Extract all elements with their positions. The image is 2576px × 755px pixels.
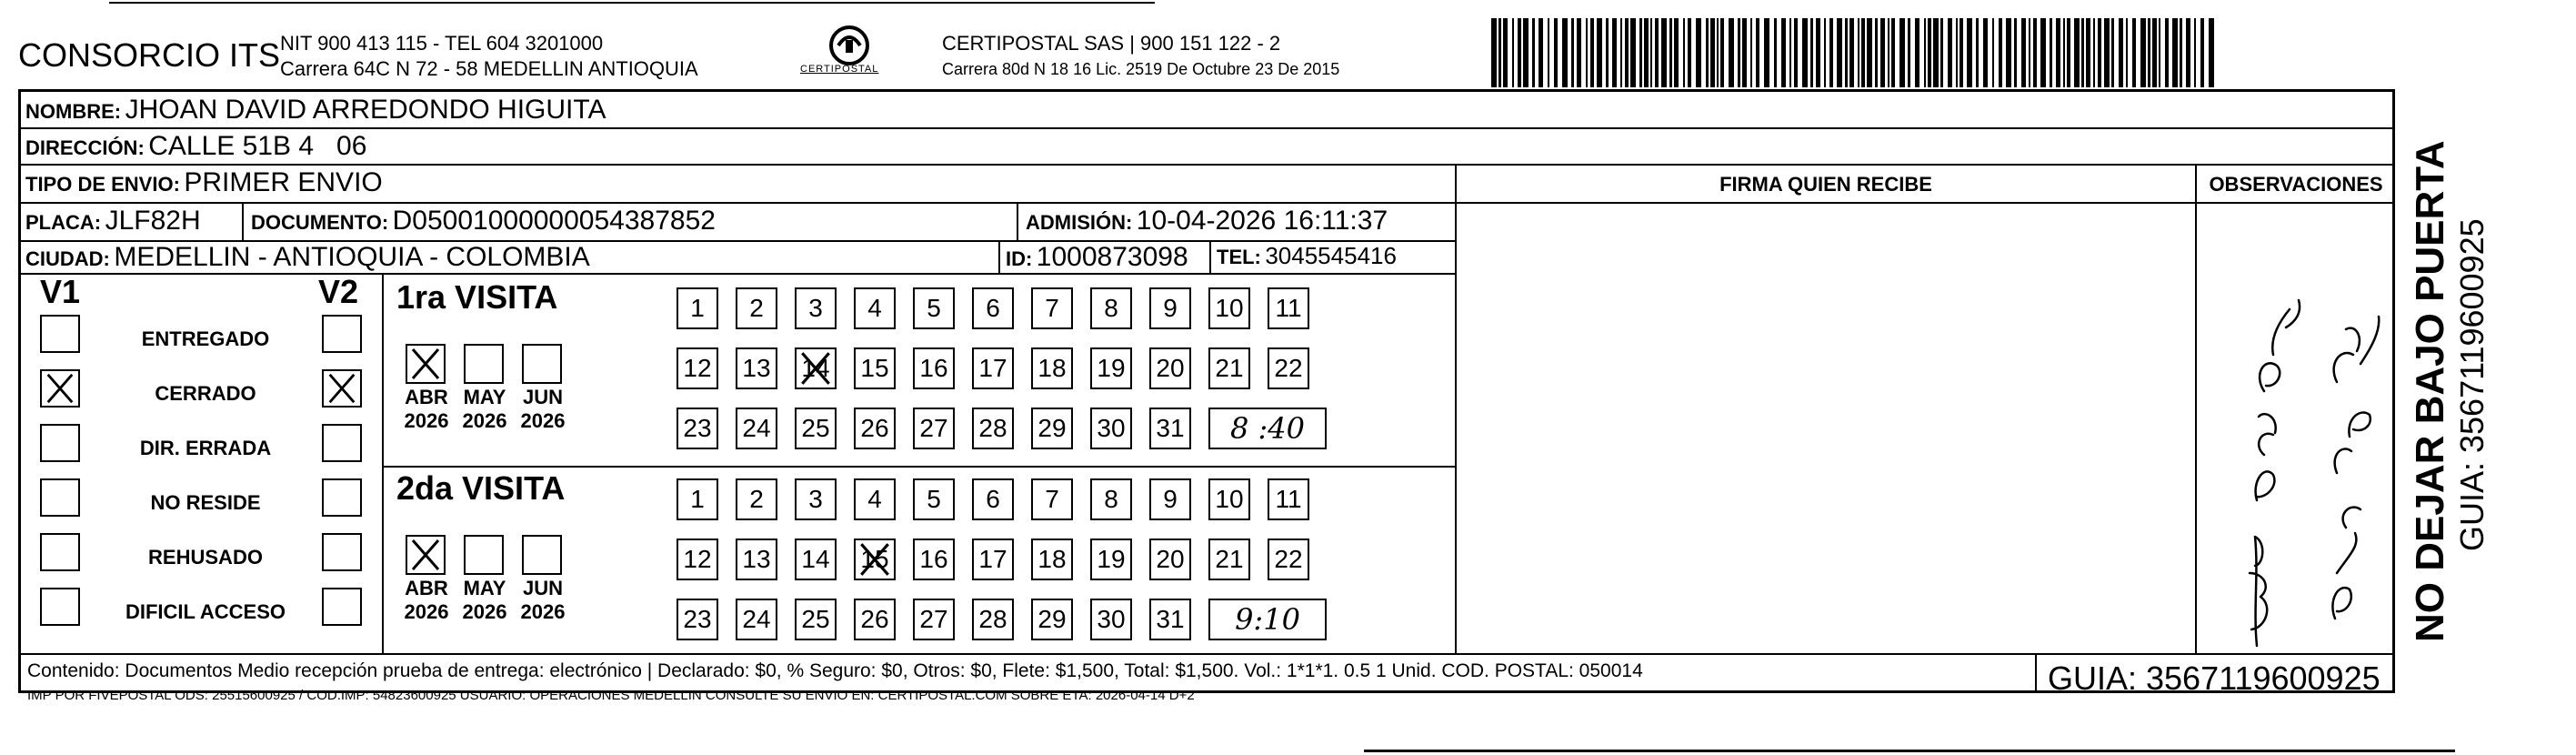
month-label (511, 577, 575, 624)
barcode-bar (1590, 18, 1594, 87)
month-label (453, 577, 516, 624)
visit-title: 2da VISITA (396, 469, 566, 507)
barcode-bar (2172, 18, 2178, 87)
direccion-row (25, 131, 366, 162)
barcode-bar (1960, 18, 1963, 87)
x-check-mark-icon (856, 540, 894, 579)
barcode-bar (2063, 18, 2065, 87)
day-box-28[interactable]: 28 (972, 408, 1014, 449)
nombre-row (25, 95, 606, 126)
month-year: 2026 (404, 600, 449, 623)
day-box-9[interactable]: 9 (1149, 478, 1191, 520)
day-box-3[interactable]: 3 (795, 478, 837, 520)
status-label: NO RESIDE (150, 491, 261, 514)
barcode-bar (1688, 18, 1691, 87)
barcode-bar (1683, 18, 1685, 87)
row-divider (18, 127, 2395, 129)
tipo-row (25, 167, 383, 198)
cell-divider (242, 202, 244, 240)
v2-heading: V2 (318, 273, 359, 310)
barcode-bar (1967, 18, 1972, 87)
status-label: DIFICIL ACCESO (125, 600, 286, 623)
day-box-4[interactable]: 4 (854, 478, 896, 520)
id-cell (1006, 242, 1188, 273)
col-divider (1455, 164, 1457, 655)
company-address: Carrera 64C N 72 - 58 MEDELLIN ANTIOQUIA (280, 57, 698, 80)
tipo-value: PRIMER ENVIO (184, 167, 383, 197)
visit-title: 1ra VISITA (396, 278, 558, 316)
day-box-22[interactable]: 22 (1268, 539, 1309, 580)
barcode-bar (1650, 18, 1652, 87)
barcode-bar (1661, 18, 1667, 87)
placa-label: PLACA: (25, 211, 102, 234)
month-label (511, 386, 575, 433)
day-box-8[interactable]: 8 (1090, 287, 1132, 329)
barcode-bar (1867, 18, 1872, 87)
day-box-7[interactable]: 7 (1031, 478, 1073, 520)
tel-label: TEL: (1217, 246, 1261, 268)
barcode-bar (2104, 18, 2110, 87)
month-checkbox-jun[interactable] (522, 535, 562, 575)
barcode-bar (1577, 18, 1581, 87)
placa-value: JLF82H (105, 206, 201, 236)
barcode-bar (1586, 18, 1588, 87)
month-name: JUN (522, 386, 563, 408)
barcode-bar (1999, 18, 2002, 87)
v2-checkbox-rehusado[interactable] (322, 533, 362, 571)
barcode-bar (1933, 18, 1939, 87)
barcode-bar (2152, 18, 2157, 87)
day-box-12[interactable]: 12 (677, 347, 718, 389)
placa-cell (25, 206, 201, 237)
barcode-bar (1625, 18, 1629, 87)
barcode-bar (1548, 18, 1549, 87)
barcode-bar (1750, 18, 1752, 87)
guia-number: GUIA: 3567119600925 (2048, 659, 2381, 697)
handwritten-observation (2200, 273, 2391, 651)
day-box-23[interactable]: 23 (677, 408, 718, 449)
barcode-bar (1674, 18, 1679, 87)
admision-label: ADMISIÓN: (1026, 211, 1133, 234)
day-box-27[interactable]: 27 (913, 408, 955, 449)
barcode-bar (2093, 18, 2095, 87)
day-box-10[interactable]: 10 (1208, 287, 1250, 329)
barcode-bar (1571, 18, 1574, 87)
direccion-value: CALLE 51B 4 06 (148, 131, 367, 161)
company-nit: NIT 900 413 115 - TEL 604 3201000 (280, 32, 604, 55)
barcode-bar (1710, 18, 1715, 87)
id-value: 1000873098 (1036, 242, 1188, 272)
company-info (280, 31, 698, 82)
barcode-bar (1720, 18, 1724, 87)
day-box-6[interactable]: 6 (972, 478, 1014, 520)
ciudad-value: MEDELLIN - ANTIOQUIA - COLOMBIA (114, 242, 590, 272)
barcode-bar (2186, 18, 2190, 87)
visit-divider-v (382, 273, 384, 655)
month-label (453, 386, 516, 433)
barcode (1491, 18, 2219, 87)
barcode-bar (1816, 18, 1820, 87)
month-checkbox-abr[interactable] (406, 535, 446, 575)
barcode-bar (1503, 18, 1508, 87)
day-box-18[interactable]: 18 (1031, 347, 1073, 389)
barcode-bar (1880, 18, 1885, 87)
barcode-bar (2014, 18, 2017, 87)
nombre-value: JHOAN DAVID ARREDONDO HIGUITA (125, 95, 606, 125)
day-box-15[interactable]: 15 (854, 347, 896, 389)
row-divider (18, 273, 1457, 275)
day-box-13[interactable]: 13 (736, 539, 777, 580)
barcode-bar (1908, 18, 1910, 87)
carrier-name: CERTIPOSTAL SAS | 900 151 122 - 2 (942, 32, 1281, 55)
col-divider (2195, 164, 2197, 655)
barcode-bar (1554, 18, 1558, 87)
barcode-bar (1875, 18, 1878, 87)
no-dejar-bajo-puerta-warning: NO DEJAR BAJO PUERTA (2408, 140, 2452, 642)
v2-checkbox-cerrado[interactable] (322, 369, 362, 408)
day-box-29[interactable]: 29 (1031, 408, 1073, 449)
barcode-bar (1924, 18, 1926, 87)
status-label: ENTREGADO (141, 327, 270, 350)
barcode-bar (1891, 18, 1895, 87)
barcode-bar (2081, 18, 2084, 87)
visit-divider (382, 466, 1457, 468)
barcode-bar (1976, 18, 1979, 87)
v1-checkbox-dir-errada[interactable] (40, 424, 80, 462)
barcode-bar (2050, 18, 2052, 87)
v1-checkbox-cerrado[interactable] (40, 369, 80, 408)
footer-divider (18, 653, 2395, 655)
cell-divider (998, 240, 1000, 273)
month-year: 2026 (520, 600, 566, 623)
barcode-bar (2021, 18, 2026, 87)
barcode-bar (1498, 18, 1501, 87)
barcode-bar (1606, 18, 1609, 87)
company-name: CONSORCIO ITS (18, 36, 281, 74)
direccion-label: DIRECCIÓN: (25, 136, 145, 159)
day-box-30[interactable]: 30 (1090, 408, 1132, 449)
month-year: 2026 (404, 409, 449, 432)
barcode-bar (2132, 18, 2136, 87)
row-divider (18, 164, 2395, 166)
barcode-bar (1669, 18, 1672, 87)
barcode-bar (1518, 18, 1521, 87)
barcode-bar (1764, 18, 1769, 87)
barcode-bar (1512, 18, 1514, 87)
status-label: REHUSADO (148, 546, 263, 569)
v1-checkbox-rehusado[interactable] (40, 533, 80, 571)
day-box-26[interactable]: 26 (854, 408, 896, 449)
month-year: 2026 (520, 409, 566, 432)
impresion-line: IMP POR FIVEPOSTAL ODS: 25515600925 / COD.IMP: 54823600925 USUARIO: OPERACIONES MEDELLIN CONSULTE SU ENVIO EN: CERTIPOSTAL.COM SOBRE ETA: 2026-04-14 D+2 (27, 688, 1195, 703)
day-box-2[interactable]: 2 (736, 478, 777, 520)
v2-checkbox-dir-errada[interactable] (322, 424, 362, 462)
logo-caption: CERTIPOSTAL (800, 64, 879, 75)
tipo-label: TIPO DE ENVIO: (25, 173, 180, 196)
x-check-mark-icon (42, 371, 78, 406)
firma-heading: FIRMA QUIEN RECIBE (1719, 173, 1932, 196)
barcode-bar (2159, 18, 2160, 87)
day-box-6[interactable]: 6 (972, 287, 1014, 329)
month-checkbox-abr[interactable] (406, 344, 446, 384)
day-box-2[interactable]: 2 (736, 287, 777, 329)
side-guia-number: GUIA: 3567119600925 (2453, 218, 2491, 551)
day-box-4[interactable]: 4 (854, 287, 896, 329)
barcode-bar (1992, 18, 1994, 87)
barcode-bar (1532, 18, 1535, 87)
barcode-bar (1861, 18, 1865, 87)
x-check-mark-icon (797, 349, 835, 388)
bottom-rule (1364, 750, 2455, 752)
barcode-bar (1810, 18, 1813, 87)
day-box-22[interactable]: 22 (1268, 347, 1309, 389)
barcode-bar (2194, 18, 2196, 87)
barcode-bar (1928, 18, 1931, 87)
barcode-bar (1849, 18, 1854, 87)
top-rule (109, 2, 1155, 4)
barcode-bar (1888, 18, 1889, 87)
footer-col-divider (2035, 653, 2037, 693)
barcode-bar (2056, 18, 2060, 87)
day-box-29[interactable]: 29 (1031, 599, 1073, 640)
barcode-bar (1774, 18, 1777, 87)
month-name: JUN (522, 577, 563, 599)
admision-cell (1026, 206, 1388, 237)
day-box-24[interactable]: 24 (736, 599, 777, 640)
documento-cell (251, 206, 716, 237)
x-check-mark-icon (407, 537, 444, 573)
barcode-bar (2119, 18, 2123, 87)
barcode-bar (1824, 18, 1826, 87)
day-box-28[interactable]: 28 (972, 599, 1014, 640)
barcode-bar (2165, 18, 2169, 87)
barcode-bar (1562, 18, 1568, 87)
barcode-bar (2067, 18, 2070, 87)
barcode-bar (1620, 18, 1622, 87)
barcode-bar (1696, 18, 1701, 87)
barcode-bar (2180, 18, 2182, 87)
tel-cell (1217, 242, 1397, 270)
barcode-bar (1899, 18, 1905, 87)
barcode-bar (1794, 18, 1798, 87)
day-box-23[interactable]: 23 (677, 599, 718, 640)
day-box-25[interactable]: 25 (795, 599, 837, 640)
day-box-19[interactable]: 19 (1090, 347, 1132, 389)
barcode-bar (2033, 18, 2037, 87)
day-box-15[interactable]: 15 (854, 539, 896, 580)
day-box-7[interactable]: 7 (1031, 287, 1073, 329)
carrier-info (942, 31, 1339, 82)
barcode-bar (1644, 18, 1649, 87)
row-divider (1455, 202, 2395, 204)
barcode-bar (1639, 18, 1642, 87)
carrier-license: Carrera 80d N 18 16 Lic. 2519 De Octubre 23 De 2015 (942, 60, 1340, 78)
v2-checkbox-entregado[interactable] (322, 315, 362, 353)
barcode-bar (1706, 18, 1709, 87)
day-box-8[interactable]: 8 (1090, 478, 1132, 520)
barcode-bar (1491, 18, 1497, 87)
month-name: MAY (463, 386, 506, 408)
barcode-bar (1948, 18, 1952, 87)
v1-checkbox-dificil-acceso[interactable] (40, 588, 80, 626)
v1-checkbox-no-reside[interactable] (40, 478, 80, 517)
month-year: 2026 (462, 600, 507, 623)
day-box-1[interactable]: 1 (677, 287, 718, 329)
month-year: 2026 (462, 409, 507, 432)
barcode-bar (1837, 18, 1842, 87)
observaciones-heading: OBSERVACIONES (2209, 173, 2383, 196)
row-divider (18, 202, 1457, 204)
barcode-bar (1781, 18, 1786, 87)
day-box-16[interactable]: 16 (913, 347, 955, 389)
month-name: ABR (405, 386, 448, 408)
day-box-5[interactable]: 5 (913, 287, 955, 329)
visit-time[interactable]: 8 :40 (1208, 408, 1327, 449)
barcode-bar (1738, 18, 1740, 87)
x-check-mark-icon (324, 371, 360, 406)
barcode-bar (1756, 18, 1759, 87)
day-box-12[interactable]: 12 (677, 539, 718, 580)
day-box-30[interactable]: 30 (1090, 599, 1132, 640)
barcode-bar (1612, 18, 1617, 87)
v1-heading: V1 (40, 273, 81, 310)
barcode-bar (2209, 18, 2214, 87)
barcode-bar (1729, 18, 1734, 87)
visit-time[interactable]: 9:10 (1208, 599, 1327, 640)
barcode-bar (1630, 18, 1636, 87)
day-box-9[interactable]: 9 (1149, 287, 1191, 329)
day-box-11[interactable]: 11 (1268, 287, 1309, 329)
month-name: ABR (405, 577, 448, 599)
barcode-bar (1956, 18, 1958, 87)
day-box-18[interactable]: 18 (1031, 539, 1073, 580)
v1-checkbox-entregado[interactable] (40, 315, 80, 353)
month-checkbox-may[interactable] (464, 535, 504, 575)
v2-checkbox-dificil-acceso[interactable] (322, 588, 362, 626)
tel-value: 3045545416 (1265, 242, 1397, 269)
x-check-mark-icon (407, 346, 444, 382)
ciudad-label: CIUDAD: (25, 247, 110, 270)
day-box-31[interactable]: 31 (1149, 599, 1191, 640)
day-box-20[interactable]: 20 (1149, 539, 1191, 580)
month-checkbox-may[interactable] (464, 344, 504, 384)
barcode-bar (1539, 18, 1543, 87)
barcode-bar (1523, 18, 1529, 87)
id-label: ID: (1006, 247, 1033, 270)
day-box-17[interactable]: 17 (972, 347, 1014, 389)
cell-divider (1017, 202, 1018, 240)
month-checkbox-jun[interactable] (522, 344, 562, 384)
barcode-bar (2029, 18, 2030, 87)
day-box-21[interactable]: 21 (1208, 539, 1250, 580)
documento-label: DOCUMENTO: (251, 211, 389, 234)
barcode-bar (1829, 18, 1833, 87)
barcode-bar (1789, 18, 1791, 87)
barcode-bar (2148, 18, 2150, 87)
day-box-20[interactable]: 20 (1149, 347, 1191, 389)
barcode-bar (1983, 18, 1988, 87)
month-label (395, 577, 458, 624)
barcode-bar (2074, 18, 2080, 87)
month-label (395, 386, 458, 433)
day-box-31[interactable]: 31 (1149, 408, 1191, 449)
day-box-27[interactable]: 27 (913, 599, 955, 640)
nombre-label: NOMBRE: (25, 100, 122, 123)
day-box-13[interactable]: 13 (736, 347, 777, 389)
day-box-14[interactable]: 14 (795, 539, 837, 580)
admision-value: 10-04-2026 16:11:37 (1136, 206, 1388, 236)
day-box-25[interactable]: 25 (795, 408, 837, 449)
barcode-bar (1845, 18, 1848, 87)
barcode-bar (2098, 18, 2101, 87)
barcode-bar (1655, 18, 1659, 87)
day-box-21[interactable]: 21 (1208, 347, 1250, 389)
day-box-14[interactable]: 14 (795, 347, 837, 389)
day-box-3[interactable]: 3 (795, 287, 837, 329)
barcode-bar (2006, 18, 2011, 87)
day-box-19[interactable]: 19 (1090, 539, 1132, 580)
barcode-bar (2040, 18, 2046, 87)
barcode-bar (1858, 18, 1859, 87)
barcode-bar (2086, 18, 2090, 87)
v2-checkbox-no-reside[interactable] (322, 478, 362, 517)
barcode-bar (2140, 18, 2146, 87)
barcode-bar (1940, 18, 1943, 87)
day-box-1[interactable]: 1 (677, 478, 718, 520)
day-box-26[interactable]: 26 (854, 599, 896, 640)
documento-value: D05001000000054387852 (392, 206, 716, 236)
barcode-bar (1802, 18, 1808, 87)
day-box-5[interactable]: 5 (913, 478, 955, 520)
barcode-bar (2111, 18, 2114, 87)
barcode-bar (1717, 18, 1719, 87)
status-label: DIR. ERRADA (139, 437, 272, 459)
cell-divider (1209, 240, 1211, 273)
day-box-16[interactable]: 16 (913, 539, 955, 580)
barcode-bar (2200, 18, 2204, 87)
barcode-bar (1597, 18, 1602, 87)
day-box-11[interactable]: 11 (1268, 478, 1309, 520)
barcode-bar (2126, 18, 2128, 87)
contenido-line: Contenido: Documentos Medio recepción prueba de entrega: electrónico | Declarado: $0, % Seguro: $0, Otros: $0, Flete: $1,500, Total: $1,500. Vol.: 1*1*1. 0.5 1 Unid. COD. POSTAL: 050014 (27, 660, 1643, 681)
day-box-10[interactable]: 10 (1208, 478, 1250, 520)
status-label: CERRADO (155, 382, 256, 405)
barcode-bar (1915, 18, 1919, 87)
month-name: MAY (463, 577, 506, 599)
day-box-17[interactable]: 17 (972, 539, 1014, 580)
day-box-24[interactable]: 24 (736, 408, 777, 449)
ciudad-cell (25, 242, 590, 273)
barcode-bar (1742, 18, 1747, 87)
